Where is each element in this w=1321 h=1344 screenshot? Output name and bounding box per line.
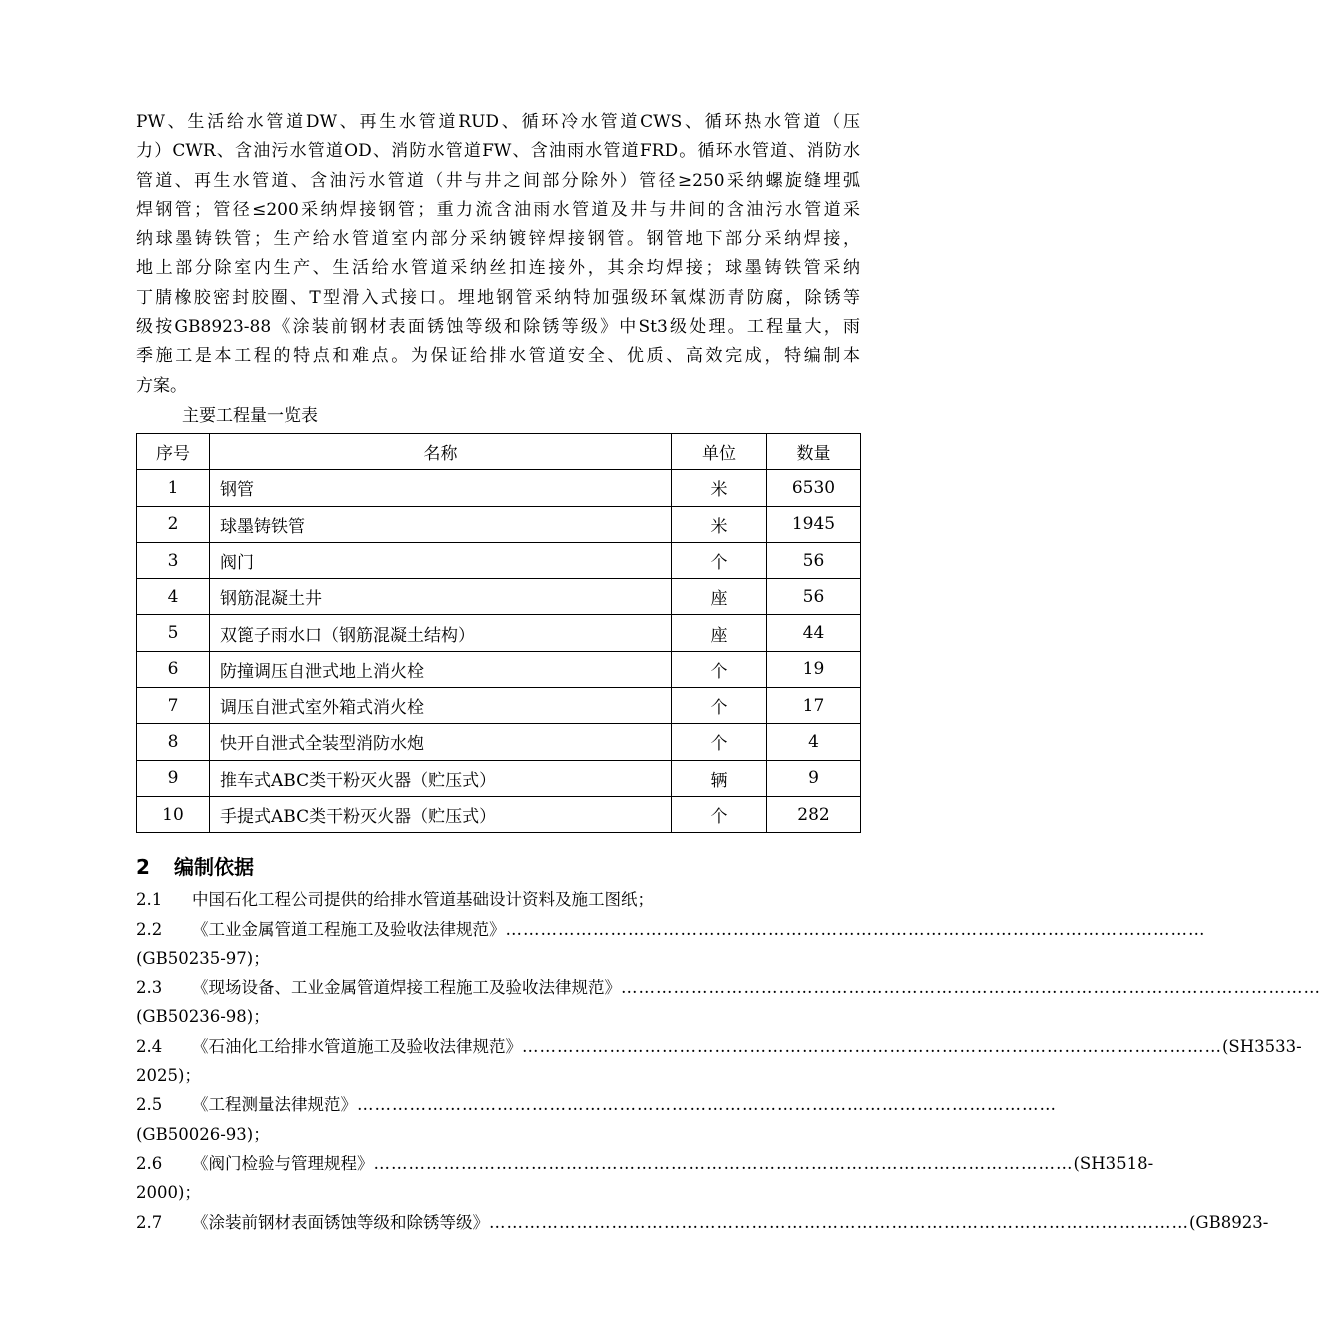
row-number: 10	[137, 796, 210, 832]
intro-line: 力）CWR、含油污水管道OD、消防水管道FW、含油雨水管道FRD。循环水管道、消防水	[136, 141, 860, 162]
row-quantity: 282	[767, 796, 861, 832]
reference-item	[136, 915, 1206, 944]
row-quantity: 56	[767, 542, 861, 578]
row-number: 9	[137, 760, 210, 796]
intro-line: 焊钢管；管径≤200采纳焊接钢管；重力流含油雨水管道及井与井间的含油污水管道采	[136, 199, 860, 220]
leader-dots: …………………………………………………………………………………………………………	[357, 1095, 1057, 1115]
reference-code-continued: (GB50235-97)；	[136, 948, 270, 968]
row-unit: 米	[672, 470, 767, 506]
reference-number: 2.7	[136, 1212, 163, 1232]
row-quantity: 19	[767, 651, 861, 687]
reference-code-continued: 2025)；	[136, 1066, 201, 1086]
reference-code: (SH3533-	[1222, 1036, 1302, 1056]
quantity-table	[136, 433, 861, 833]
row-name: 手提式ABC类干粉灭火器（贮压式）	[210, 796, 672, 832]
reference-list	[136, 885, 1321, 1237]
reference-title: 《现场设备、工业金属管道焊接工程施工及验收法律规范》	[192, 978, 621, 998]
row-unit: 个	[672, 651, 767, 687]
reference-item	[136, 1032, 1302, 1061]
reference-code-continued: (GB50026-93)；	[136, 1124, 270, 1144]
reference-code: (GB8923-	[1189, 1212, 1269, 1232]
row-quantity: 44	[767, 615, 861, 651]
row-name: 双篦子雨水口（钢筋混凝土结构）	[210, 615, 672, 651]
reference-title: 《工业金属管道工程施工及验收法律规范》	[192, 919, 506, 939]
row-number: 4	[137, 579, 210, 615]
table-row	[137, 579, 861, 615]
row-unit: 个	[672, 542, 767, 578]
row-unit: 座	[672, 579, 767, 615]
row-number: 3	[137, 542, 210, 578]
reference-title: 《工程测量法律规范》	[192, 1095, 357, 1115]
reference-item	[136, 1208, 1269, 1237]
leader-dots: …………………………………………………………………………………………………………	[621, 978, 1321, 998]
row-quantity: 6530	[767, 470, 861, 506]
row-name: 推车式ABC类干粉灭火器（贮压式）	[210, 760, 672, 796]
reference-code-continued: 2000)；	[136, 1183, 201, 1203]
row-quantity: 56	[767, 579, 861, 615]
row-name: 钢筋混凝土井	[210, 579, 672, 615]
row-name: 球墨铸铁管	[210, 506, 672, 542]
reference-number: 2.6	[136, 1153, 163, 1173]
intro-line: 方案。	[136, 375, 187, 396]
table-header-row	[137, 433, 861, 469]
header-unit: 单位	[672, 433, 767, 469]
table-row	[137, 506, 861, 542]
row-unit: 个	[672, 688, 767, 724]
table-row	[137, 651, 861, 687]
table-row	[137, 688, 861, 724]
header-name: 名称	[210, 433, 672, 469]
intro-line: 纳球墨铸铁管；生产给水管道室内部分采纳镀锌焊接钢管。钢管地下部分采纳焊接，	[136, 229, 860, 250]
row-name: 阀门	[210, 542, 672, 578]
reference-number: 2.4	[136, 1036, 163, 1056]
table-row	[137, 615, 861, 651]
row-unit: 米	[672, 506, 767, 542]
reference-number: 2.1	[136, 890, 163, 910]
header-no: 序号	[137, 433, 210, 469]
table-row	[137, 796, 861, 832]
intro-line: 管道、再生水管道、含油污水管道（井与井之间部分除外）管径≥250采纳螺旋缝埋弧	[136, 170, 860, 191]
table-row	[137, 542, 861, 578]
reference-number: 2.3	[136, 978, 163, 998]
row-number: 6	[137, 651, 210, 687]
row-quantity: 1945	[767, 506, 861, 542]
section-title: 编制依据	[174, 855, 254, 880]
intro-line: 地上部分除室内生产、生活给水管道采纳丝扣连接外，其余均焊接；球墨铸铁管采纳	[136, 258, 860, 279]
header-qty: 数量	[767, 433, 861, 469]
row-unit: 个	[672, 724, 767, 760]
reference-title: 《涂装前钢材表面锈蚀等级和除锈等级》	[192, 1212, 489, 1232]
reference-code-continued: (GB50236-98)；	[136, 1007, 270, 1027]
leader-dots: …………………………………………………………………………………………………………	[489, 1212, 1189, 1232]
reference-item	[136, 1090, 1057, 1119]
row-name: 调压自泄式室外箱式消火栓	[210, 688, 672, 724]
document-page	[136, 108, 1321, 1237]
reference-title: 中国石化工程公司提供的给排水管道基础设计资料及施工图纸；	[192, 890, 654, 910]
row-name: 防撞调压自泄式地上消火栓	[210, 651, 672, 687]
reference-number: 2.2	[136, 919, 163, 939]
row-name: 快开自泄式全装型消防水炮	[210, 724, 672, 760]
leader-dots: …………………………………………………………………………………………………………	[373, 1153, 1074, 1173]
row-quantity: 4	[767, 724, 861, 760]
row-quantity: 9	[767, 760, 861, 796]
reference-item	[136, 973, 1321, 1002]
leader-dots: …………………………………………………………………………………………………………	[505, 919, 1206, 939]
intro-line: 级按GB8923-88《涂装前钢材表面锈蚀等级和除锈等级》中St3级处理。工程量大，雨	[136, 317, 860, 338]
leader-dots: …………………………………………………………………………………………………………	[522, 1036, 1222, 1056]
intro-line: PW、生活给水管道DW、再生水管道RUD、循环冷水管道CWS、循环热水管道（压	[136, 112, 860, 132]
table-caption: 主要工程量一览表	[182, 405, 318, 426]
intro-line: 丁腈橡胶密封胶圈、T型滑入式接口。埋地钢管采纳特加强级环氧煤沥青防腐，除锈等	[136, 287, 860, 308]
reference-item	[136, 885, 860, 914]
row-unit: 辆	[672, 760, 767, 796]
reference-item	[136, 1149, 1154, 1178]
row-number: 8	[137, 724, 210, 760]
section-number: 2	[136, 855, 150, 880]
table-row	[137, 470, 861, 506]
row-number: 5	[137, 615, 210, 651]
section-heading	[136, 853, 860, 881]
row-name: 钢管	[210, 470, 672, 506]
reference-number: 2.5	[136, 1095, 163, 1115]
intro-line: 季施工是本工程的特点和难点。为保证给排水管道安全、优质、高效完成，特编制本	[136, 346, 860, 367]
row-unit: 个	[672, 796, 767, 832]
row-quantity: 17	[767, 688, 861, 724]
intro-paragraph	[136, 108, 860, 401]
reference-title: 《阀门检验与管理规程》	[192, 1153, 374, 1173]
row-number: 2	[137, 506, 210, 542]
table-row	[137, 760, 861, 796]
table-row	[137, 724, 861, 760]
reference-code: (SH3518-	[1073, 1153, 1154, 1173]
row-unit: 座	[672, 615, 767, 651]
row-number: 1	[137, 470, 210, 506]
reference-title: 《石油化工给排水管道施工及验收法律规范》	[192, 1036, 522, 1056]
row-number: 7	[137, 688, 210, 724]
